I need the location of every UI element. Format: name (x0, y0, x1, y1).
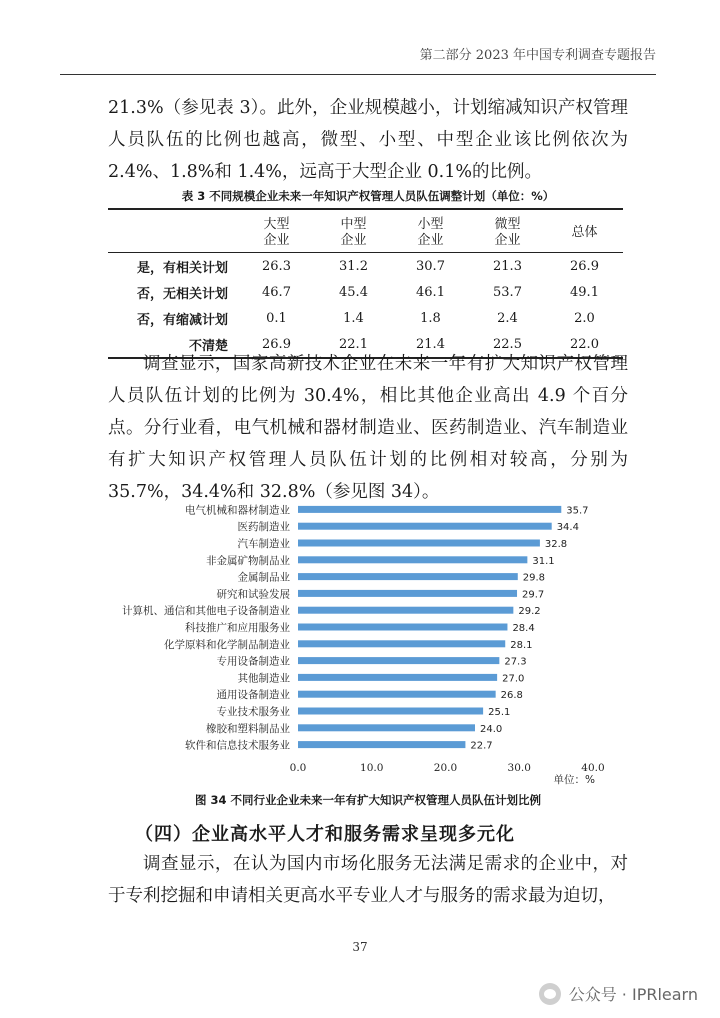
category-label: 汽车制造业 (237, 538, 290, 550)
bar (298, 506, 561, 513)
table-header-small: 小型 企业 (392, 209, 469, 253)
page-number: 37 (352, 940, 368, 954)
x-tick-label: 40.0 (581, 762, 605, 774)
table-cell: 21.3 (493, 258, 522, 274)
table-cell: 21.4 (392, 331, 469, 358)
industry-bar-chart-svg (108, 495, 628, 785)
table-cell: 31.2 (339, 258, 368, 274)
bar (298, 607, 513, 614)
paragraph-1: 21.3%（参见表 3）。此外，企业规模越小，计划缩减知识产权管理人员队伍的比例也越高，微型、小型、中型企业该比例依次为 2.4%、1.8%和 1.4%，远高于大型企业 0.1%的比例。 (108, 98, 628, 182)
bar (298, 540, 540, 547)
bar (298, 674, 497, 681)
watermark (539, 982, 698, 1005)
table-row (108, 305, 623, 331)
bar (298, 724, 475, 731)
bar (298, 657, 499, 664)
category-label: 非金属矿物制品业 (206, 554, 290, 567)
data-label: 29.2 (518, 606, 541, 618)
bar (298, 640, 505, 647)
table-cell: 1.8 (420, 310, 441, 326)
data-label: 29.8 (522, 572, 546, 584)
table-header-micro: 微型 企业 (469, 209, 546, 253)
wechat-icon (539, 983, 561, 1005)
data-label: 35.7 (566, 505, 589, 517)
table-cell: 26.9 (570, 258, 599, 274)
data-label: 22.7 (470, 740, 493, 752)
bar (298, 741, 465, 748)
table-cell: 22.1 (315, 331, 392, 358)
bar (298, 624, 507, 631)
running-header-text: 第二部分 2023 年中国专利调查专题报告 (419, 48, 656, 63)
row-label: 否，有缩减计划 (136, 312, 228, 328)
table-cell: 30.7 (416, 258, 445, 274)
data-label: 27.3 (504, 656, 527, 668)
x-tick-label: 20.0 (433, 762, 458, 774)
data-label: 28.1 (510, 639, 533, 651)
category-label: 专用设备制造业 (216, 655, 290, 668)
table-cell: 26.3 (262, 258, 291, 274)
table-cell: 22.0 (546, 331, 623, 358)
bar (298, 590, 517, 597)
category-label: 其他制造业 (237, 672, 290, 685)
unit-label: 单位：% (553, 774, 595, 785)
data-label: 32.8 (544, 539, 568, 550)
table-cell: 22.5 (469, 331, 546, 358)
table-caption: 表 3 不同规模企业未来一年知识产权管理人员队伍调整计划（单位：%） (181, 189, 555, 203)
table-cell: 2.4 (497, 310, 518, 326)
bar (298, 556, 527, 563)
figure-caption: 图 34 不同行业企业未来一年有扩大知识产权管理人员队伍计划比例 (194, 793, 541, 807)
data-label: 34.4 (556, 522, 579, 534)
table-header-medium: 中型 企业 (315, 209, 392, 253)
category-label: 橡胶和塑料制品业 (206, 722, 290, 735)
data-label: 24.0 (480, 723, 503, 735)
paragraph-2: 调查显示，国家高新技术企业在未来一年有扩大知识产权管理人员队伍计划的比例为 30.4%，相比其他企业高出 4.9 个百分点。分行业看，电气机械和器材制造业、医药制造业、汽车制造业有扩大知识产权管理人员队伍计划的比例相对较高，分别为 35.7%，34.4%和 32.8%（参见图 34）。 (108, 354, 628, 502)
industry-bar-chart (108, 495, 628, 785)
category-label: 软件和信息技术服务业 (185, 739, 290, 752)
table-corner-cell (108, 209, 238, 253)
x-tick-label: 30.0 (507, 762, 531, 774)
table-cell: 0.1 (266, 310, 287, 326)
table-cell: 49.1 (570, 284, 599, 300)
table-row (108, 253, 623, 280)
paragraph-3: 调查显示，在认为国内市场化服务无法满足需求的企业中，对于专利挖掘和申请相关更高水平专业人才与服务的需求最为迫切， (108, 854, 628, 906)
category-label: 专业技术服务业 (216, 706, 290, 718)
category-label: 电气机械和器材制造业 (185, 504, 290, 517)
section-heading: （四）企业高水平人才和服务需求呈现多元化 (135, 824, 515, 845)
x-tick-label: 0.0 (289, 762, 307, 774)
table-cell: 2.0 (574, 310, 595, 326)
table-cell: 1.4 (343, 310, 364, 326)
category-label: 医药制造业 (237, 521, 290, 534)
data-label: 25.1 (488, 707, 511, 718)
category-label: 金属制品业 (237, 571, 290, 584)
data-label: 28.4 (512, 623, 535, 634)
bar (298, 523, 552, 530)
table-cell: 26.9 (238, 331, 315, 358)
table-row (108, 279, 623, 305)
category-label: 科技推广和应用服务业 (185, 622, 290, 634)
adjustment-plan-table (108, 208, 623, 359)
bar (298, 573, 518, 580)
row-label: 不清楚 (108, 331, 238, 358)
table-header-large: 大型 企业 (238, 209, 315, 253)
row-label: 是，有相关计划 (136, 260, 228, 276)
category-label: 化学原料和化学制品制造业 (164, 638, 290, 651)
data-label: 31.1 (532, 555, 555, 567)
x-tick-label: 10.0 (360, 762, 384, 774)
running-header (60, 38, 656, 75)
bar (298, 708, 483, 715)
row-label: 否，无相关计划 (136, 286, 228, 302)
data-label: 27.0 (502, 673, 525, 685)
table-cell: 46.1 (416, 284, 445, 300)
table-header-row (108, 209, 623, 253)
category-label: 通用设备制造业 (216, 689, 290, 702)
bar (298, 691, 496, 698)
table-header-total: 总体 (546, 209, 623, 253)
category-label: 计算机、通信和其他电子设备制造业 (122, 605, 290, 618)
data-label: 29.7 (522, 589, 545, 601)
watermark-text: 公众号 · IPRlearn (568, 985, 698, 1004)
table-cell: 45.4 (339, 284, 368, 300)
table-cell: 53.7 (493, 284, 522, 300)
data-label: 26.8 (500, 690, 523, 702)
category-label: 研究和试验发展 (216, 588, 290, 601)
table-cell: 46.7 (262, 284, 291, 300)
